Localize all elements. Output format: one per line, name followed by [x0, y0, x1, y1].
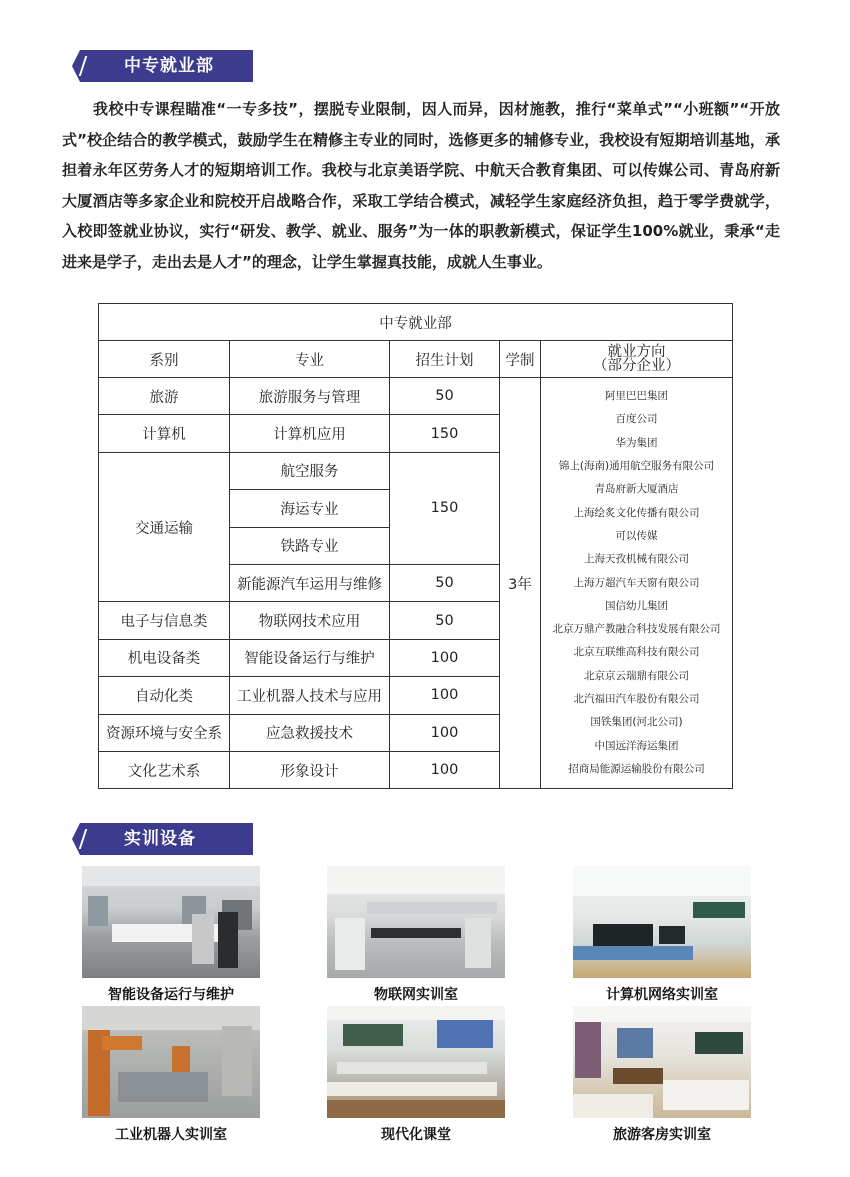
photo-computer-network-lab — [573, 866, 751, 978]
dept-cell: 计算机 — [99, 415, 230, 452]
plan-cell: 100 — [390, 639, 500, 676]
company-item: 上海绘炙文化传播有限公司 — [573, 506, 700, 519]
section-header-school — [58, 50, 253, 82]
company-item: 华为集团 — [615, 436, 658, 449]
company-item: 北汽福田汽车股份有限公司 — [573, 692, 700, 705]
major-cell: 航空服务 — [230, 452, 390, 489]
header-plan: 招生计划 — [390, 341, 500, 378]
major-cell: 应急救援技术 — [230, 714, 390, 751]
company-item: 可以传媒 — [615, 529, 658, 542]
header-direction-line1: 就业方向 — [607, 344, 666, 360]
dept-cell: 文化艺术系 — [99, 751, 230, 788]
section-title: 实训设备 — [124, 829, 196, 849]
photo-industrial-robot-lab — [82, 1006, 260, 1118]
duration-cell: 3年 — [500, 378, 541, 789]
dept-cell: 交通运输 — [99, 452, 230, 602]
plan-cell: 100 — [390, 677, 500, 714]
major-cell: 智能设备运行与维护 — [230, 639, 390, 676]
dept-cell: 自动化类 — [99, 677, 230, 714]
table-row — [99, 378, 733, 415]
dept-cell: 电子与信息类 — [99, 602, 230, 639]
header-duration: 学制 — [500, 341, 541, 378]
company-item: 国铁集团(河北公司) — [590, 716, 683, 729]
dept-cell: 机电设备类 — [99, 639, 230, 676]
company-item: 上海天孜机械有限公司 — [584, 553, 689, 566]
major-cell: 形象设计 — [230, 751, 390, 788]
companies-cell — [541, 378, 733, 789]
major-cell: 海运专业 — [230, 490, 390, 527]
company-item: 国信幼儿集团 — [605, 599, 668, 612]
plan-cell: 150 — [390, 415, 500, 452]
photo-caption: 旅游客房实训室 — [613, 1127, 711, 1143]
chevron-left-icon — [58, 823, 96, 855]
enrollment-table — [98, 303, 733, 789]
chevron-left-icon — [58, 50, 96, 82]
major-cell: 工业机器人技术与应用 — [230, 677, 390, 714]
plan-cell: 50 — [390, 564, 500, 601]
plan-cell: 150 — [390, 452, 500, 564]
dept-cell: 资源环境与安全系 — [99, 714, 230, 751]
company-item: 上海万超汽车天窗有限公司 — [573, 576, 700, 589]
major-cell: 铁路专业 — [230, 527, 390, 564]
plan-cell: 100 — [390, 714, 500, 751]
photo-caption: 现代化课堂 — [381, 1127, 451, 1143]
company-item: 北京京云瑞鼎有限公司 — [584, 669, 689, 682]
company-item: 阿里巴巴集团 — [605, 390, 668, 403]
company-item: 百度公司 — [615, 413, 658, 426]
header-direction-line2: （部分企业） — [593, 358, 680, 374]
company-item: 北京互联维高科技有限公司 — [573, 646, 700, 659]
company-item: 中国远洋海运集团 — [594, 739, 679, 752]
major-cell: 计算机应用 — [230, 415, 390, 452]
photo-caption: 物联网实训室 — [374, 987, 458, 1003]
photo-hotel-room-lab — [573, 1006, 751, 1118]
header-direction — [541, 341, 733, 378]
major-cell: 物联网技术应用 — [230, 602, 390, 639]
photo-smart-equipment — [82, 866, 260, 978]
header-dept: 系别 — [99, 341, 230, 378]
section-header-equipment — [58, 823, 253, 855]
major-cell: 旅游服务与管理 — [230, 378, 390, 415]
company-item: 青岛府新大厦酒店 — [594, 483, 679, 496]
dept-cell: 旅游 — [99, 378, 230, 415]
plan-cell: 50 — [390, 602, 500, 639]
plan-cell: 100 — [390, 751, 500, 788]
company-item: 招商局能源运输股份有限公司 — [568, 762, 705, 775]
photo-caption: 工业机器人实训室 — [115, 1127, 227, 1143]
table-caption: 中专就业部 — [99, 304, 733, 341]
photo-iot-lab — [327, 866, 505, 978]
company-item: 北京万鼎产教融合科技发展有限公司 — [552, 623, 721, 636]
plan-cell: 50 — [390, 378, 500, 415]
photo-modern-classroom — [327, 1006, 505, 1118]
header-major: 专业 — [230, 341, 390, 378]
photo-caption: 计算机网络实训室 — [606, 987, 718, 1003]
major-cell: 新能源汽车运用与维修 — [230, 564, 390, 601]
photo-caption: 智能设备运行与维护 — [108, 987, 234, 1003]
intro-paragraph: 我校中专课程瞄准“一专多技”，摆脱专业限制，因人而异，因材施教，推行“菜单式”“小班额”“开放式”校企结合的教学模式，鼓励学生在精修主专业的同时，选修更多的辅修专业，我校设有短期培训基地，承担着永年区劳务人才的短期培训工作。我校与北京美语学院、中航天合教育集团、可以传媒公司、青岛府新大厦酒店等多家企业和院校开启战略合作，采取工学结合模式，减轻学生家庭经济负担，趋于零学费就学，入校即签就业协议，实行“研发、教学、就业、服务”为一体的职教新模式，保证学生100%就业，秉承“走进来是学子，走出去是人才”的理念，让学生掌握真技能，成就人生事业。 — [62, 100, 780, 271]
section-title: 中专就业部 — [124, 56, 214, 76]
company-item: 锦上(海南)通用航空服务有限公司 — [558, 460, 715, 473]
